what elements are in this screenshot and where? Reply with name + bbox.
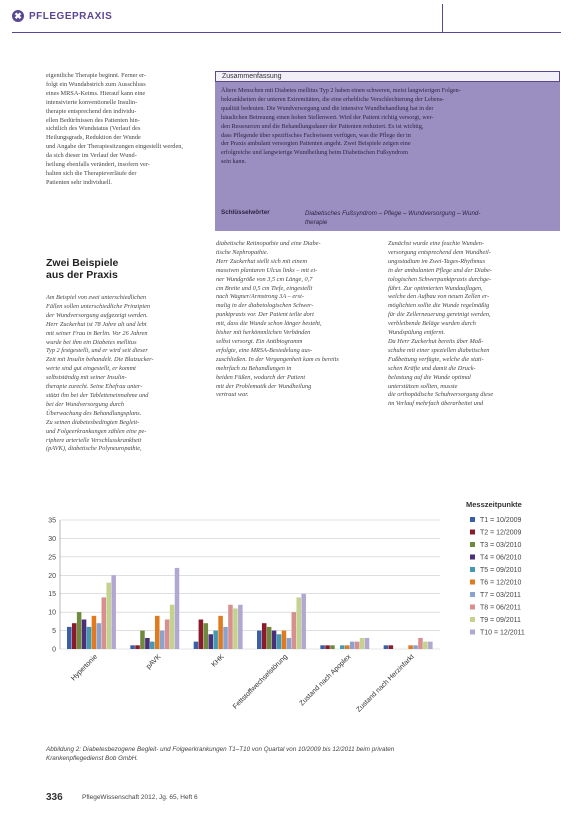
legend-swatch (470, 530, 475, 535)
bar (150, 642, 155, 649)
bar (257, 631, 262, 649)
column-3-text: Zunächst wurde eine feuchte Wunden- versorgung entsprechend dem Wundheil- ungsstadium im Zwei-Tages-Rhythmus in der ambulanten Pflege und der Diabe- tologischen Schwerpunktpraxis durchge- führt. Zur optimierten Wundauflagen, welche den Aufbau von neuen Zellen er- möglichten sollte die Wunde regelmäßig für die Zellerneuerung gereinigt werden, verbleibende Beläge wurden durch Wundspülung entfernt. Da Herr Zuckerhut bereits über Maß- schuhe mit einer speziellen diabetischen Fußbettung verfügte, welche die stati- schen Kräfte und damit die Druck- belastung auf die Wunde optimal unterstützen sollten, musste die orthopädische Schuhversorgung diese im Verlauf mehrfach überarbeitet und (388, 240, 494, 408)
bar (213, 631, 218, 649)
bar (360, 638, 365, 649)
column-1-text: Am Beispiel von zwei unterschiedlichen Fällen sollen unterschiedliche Prinzipien der Wundversorgung aufgezeigt werden. Herr Zuckerhut ist 78 Jahre alt und lebt mit seiner Frau in Berlin. Vor 26 Jahren wurde bei ihm ein Diabetes mellitus Typ 2 festgestellt, und er wird seit dieser Zeit mit Insulin behandelt. Die Blutzucker- werte sind gut eingestellt, er kommt selbstständig mit seiner Insulin- therapie zurecht. Seine Ehefrau unter- stützt ihn bei der Tabletteneinnahme und bei der Wundversorgung durch Überwachung des Behandlungsplans. Zu seinen diabetesbedingten Begleit- und Folgeerkrankungen zählen eine pe- riphere arterielle Verschlusskrankheit (pAVK), diabetische Polyneuropathie, (46, 294, 154, 453)
header-divider (12, 32, 442, 33)
section-heading: Zwei Beispiele aus der Praxis (46, 257, 119, 281)
bar (350, 642, 355, 649)
y-tick-label: 30 (48, 535, 56, 543)
legend-label: T6 = 12/2010 (480, 579, 522, 587)
header-frame (442, 4, 561, 33)
keywords-text: Diabetisches Fußsyndrom – Pflege – Wundversorgung – Wund- therapie (305, 210, 481, 226)
bar (67, 627, 72, 649)
x-tick-label: Fettstoffwechselstörung (231, 653, 290, 711)
bar (423, 642, 428, 649)
intro-paragraph: eigentliche Therapie beginnt. Ferner er- folgt ein Wundabstrich zum Ausschluss eines MRSA-Keims. Hierauf kann eine intensivierte konventionelle Insulin- therapie entsprechend den individu- ellen Bedürfnissen des Patienten hin- sichtlich des Wundstatus (Verlauf des Heilungsgrads, Reduktion der Wunde und Angabe der Therapiesitzungen eingestellt werden, da sich dieser im Verlauf der Wund- heilung ebenfalls verändert, insofern ver- halten sich die Therapieverläufe der Patienten sehr individuell. (46, 72, 183, 186)
bar (301, 594, 306, 649)
legend-label: T4 = 06/2010 (480, 554, 522, 562)
legend-label: T1 = 10/2009 (480, 517, 522, 524)
y-tick-label: 5 (52, 628, 56, 636)
bar (165, 620, 170, 649)
journal-reference: PflegeWissenschaft 2012, Jg. 65, Heft 6 (82, 794, 198, 801)
bar (277, 634, 282, 649)
bar (160, 631, 165, 649)
legend-swatch (470, 517, 475, 522)
legend-swatch (470, 630, 475, 635)
keywords-label: Schlüsselwörter (221, 209, 270, 216)
x-tick-label: pAVK (145, 653, 163, 671)
bar (145, 638, 150, 649)
bar (97, 623, 102, 649)
bar (82, 620, 87, 649)
bar (223, 627, 228, 649)
bar (292, 612, 297, 649)
bar (140, 631, 145, 649)
legend-title: Messzeitpunkte (466, 500, 522, 509)
brand-header (12, 10, 112, 22)
legend-label: T5 = 09/2010 (480, 567, 522, 574)
figure-caption: Abbildung 2: Diabetesbezogene Begleit- und Folgeerkrankungen T1–T10 von Quartal von 10/2009 bis 12/2011 beim privaten Krankenpflegedienst Bob GmbH. (46, 746, 395, 762)
bar (218, 616, 223, 649)
bar (238, 605, 243, 649)
y-tick-label: 25 (48, 554, 56, 562)
bar (384, 645, 389, 649)
y-tick-label: 0 (52, 646, 56, 654)
bar (135, 645, 140, 649)
bar (345, 645, 350, 649)
bar (194, 642, 199, 649)
y-tick-label: 20 (48, 572, 56, 580)
y-tick-label: 15 (48, 591, 56, 599)
bar (175, 568, 180, 649)
bar (199, 620, 204, 649)
brand-title: PFLEGEPRAXIS (29, 10, 113, 22)
bar (228, 605, 233, 649)
bar (340, 645, 345, 649)
legend-swatch (470, 617, 475, 622)
bar (365, 638, 370, 649)
legend-label: T10 = 12/2011 (480, 629, 525, 637)
bar (170, 605, 175, 649)
bar (296, 597, 301, 649)
bar (77, 612, 82, 649)
legend-label: T2 = 12/2009 (480, 529, 522, 537)
bar (106, 583, 111, 649)
column-2-text: diabetische Retinopathie und eine Diabe- tische Nephropathie. Herr Zuckerhut stellt sich mit einem massiven plantaren Ulcus links – mit ei- ner Wundgröße von 3,5 cm Länge, 0,7 cm Breite und 0,5 cm Tiefe, eingestellt nach Wagner/Armstrong 3A – erst- malig in der diabetologischen Schwer- punktpraxis vor. Der Patient teilte dort mit, dass die Wunde schon länger besteht, bisher mit herkömmlichen Verbänden selbst versorgt. Ein Antibiogramm erfolgte, eine MRSA-Besiedelung aus- zuschließen. In der Vergangenheit kam es bereits mehrfach zu Behandlungen in beiden Füßen, wodurch der Patient mit der Problematik der Wundheilung vertraut war. (216, 240, 339, 399)
bar (102, 597, 107, 649)
bar (111, 575, 116, 649)
legend-label: T3 = 03/2010 (480, 542, 522, 549)
bar (272, 631, 277, 649)
y-tick-label: 35 (48, 517, 56, 525)
legend-swatch (470, 567, 475, 572)
bar (428, 642, 433, 649)
bar (408, 645, 413, 649)
legend-swatch (470, 580, 475, 585)
summary-text: Ältere Menschen mit Diabetes mellitus Typ 2 haben einen schweren, meist langwierigen Folgen- bekrankheiten der unteren Extremitäten, die eine erhebliche Verschlechterung der Lebens- qualität bedeuten. Die Wundversorgung und die intensive Wundbehandlung hat in der häuslichen Betreuung einen hohen Stellenwert. Wird der Patient richtig versorgt, wer- den Ressourcen und die Behandlungsdauer der Patienten reduziert. Es ist wichtig, dass Pflegende über spezifisches Fachwissen verfügen, was die Pflege der in der Praxis ambulant versorgten Patienten angeht. Zwei Beispiele zeigen eine erfolgreiche und langwierige Wundheilung beim Diabetischen Fußsyndrom sein kann. (221, 87, 461, 166)
page-number: 336 (46, 792, 63, 803)
bar (282, 631, 287, 649)
bar (233, 608, 238, 649)
y-tick-label: 10 (48, 609, 56, 617)
bar (87, 627, 92, 649)
legend-label: T8 = 06/2011 (480, 604, 521, 612)
summary-header (215, 71, 560, 82)
bar (130, 645, 135, 649)
bar (330, 645, 335, 649)
bar (413, 645, 418, 649)
legend-swatch (470, 592, 475, 597)
x-tick-label: Hypertonie (70, 653, 100, 683)
bar (72, 623, 77, 649)
bar (208, 634, 213, 649)
x-tick-label: Zustand nach Apoplex (298, 653, 353, 708)
bar (92, 616, 97, 649)
bar (355, 642, 360, 649)
bar (389, 645, 394, 649)
bar (418, 638, 423, 649)
summary-title: Zusammenfassung (222, 73, 282, 80)
bar (287, 638, 292, 649)
summary-box (215, 71, 560, 231)
bar (262, 623, 267, 649)
legend-label: T9 = 09/2011 (480, 617, 521, 624)
close-icon: ✖ (12, 10, 24, 22)
x-tick-label: Zustand nach Herzinfarkt (355, 653, 416, 714)
x-tick-label: KHK (210, 653, 226, 669)
bar (204, 623, 209, 649)
bar (325, 645, 330, 649)
legend-swatch (470, 542, 475, 547)
bar (267, 627, 272, 649)
legend-swatch (470, 605, 475, 610)
legend-swatch (470, 555, 475, 560)
bar (320, 645, 325, 649)
bar-chart (40, 495, 570, 740)
bar (155, 616, 160, 649)
legend-label: T7 = 03/2011 (480, 592, 521, 599)
